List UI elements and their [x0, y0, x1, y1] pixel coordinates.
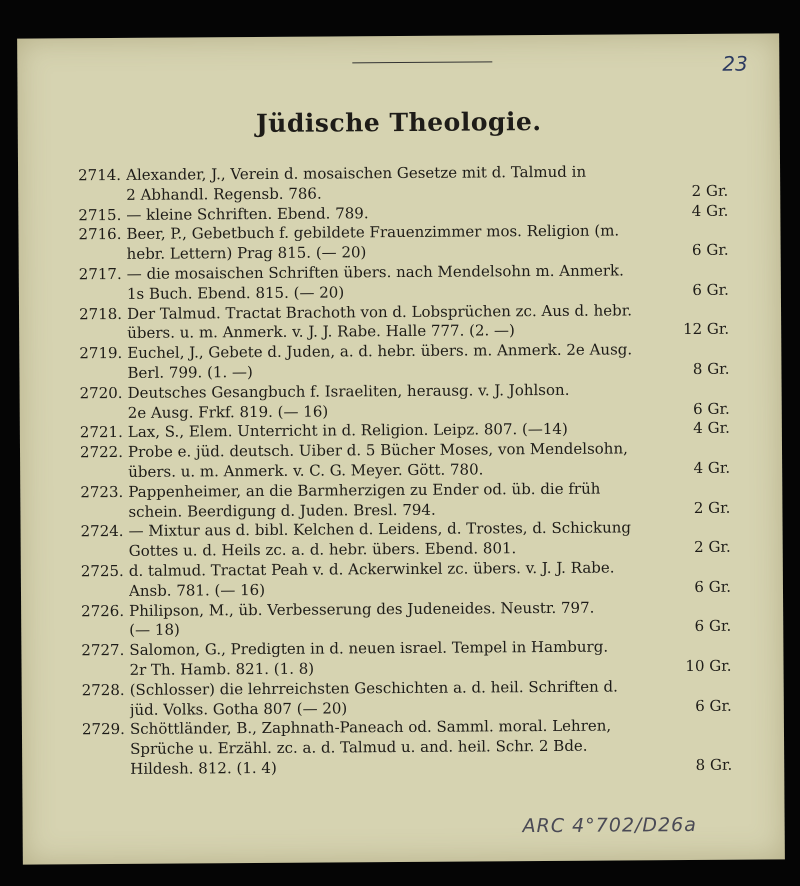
entry-price: 4 Gr. [693, 419, 730, 438]
catalog-entry [79, 300, 729, 344]
entry-list [78, 162, 732, 780]
entry-text-line: Philipson, M., üb. Verbesserung des Judeneides. Neustr. 797. [129, 598, 595, 620]
entry-text-line: Deutsches Gesangbuch f. Israeliten, herausg. v. J. Johlson. [127, 380, 570, 402]
entry-text-line: (Schlosser) die lehrreichsten Geschichten a. d. heil. Schriften d. [129, 677, 618, 699]
catalog-entry [80, 478, 730, 522]
catalog-entry [81, 518, 731, 562]
entry-number: 2722. [79, 443, 124, 462]
entry-price: 6 Gr. [692, 280, 729, 299]
entry-text-line: hebr. Lettern) Prag 815. (— 20) [126, 243, 367, 264]
entry-text-line: 2e Ausg. Frkf. 819. (— 16) [127, 402, 329, 422]
entry-price: 4 Gr. [693, 458, 731, 477]
entry-number: 2717. [78, 264, 122, 284]
entry-text-line: Alexander, J., Verein d. mosaischen Gesetze mit d. Talmud in [126, 162, 587, 184]
entry-number: 2715. [78, 205, 122, 224]
entry-text-line: (— 18) [129, 620, 180, 640]
entry-price: 12 Gr. [682, 320, 730, 339]
entry-text-line: Der Talmud. Tractat Brachoth von d. Lobsprüchen zc. Aus d. hebr. [126, 300, 633, 323]
call-number: ARC 4°702/D26a [522, 813, 697, 838]
entry-text-line: Salomon, G., Predigten in d. neuen israel. Tempel in Hamburg. [129, 637, 609, 660]
catalog-entry [79, 340, 729, 384]
entry-price: 6 Gr. [694, 617, 732, 636]
entry-text-line: Euchel, J., Gebete d. Juden, a. d. hebr. übers. m. Anmerk. 2e Ausg. [127, 340, 633, 363]
entry-number: 2721. [79, 423, 123, 442]
entry-price: 2 Gr. [693, 498, 731, 517]
catalog-entry [79, 261, 729, 305]
entry-number: 2728. [81, 680, 125, 699]
entry-text-line: 2r Th. Hamb. 821. (1. 8) [129, 659, 315, 679]
page-title: Jüdische Theologie. [255, 107, 542, 139]
entry-number: 2725. [80, 561, 124, 581]
entry-price: 8 Gr. [692, 359, 730, 378]
catalog-entry [78, 162, 728, 206]
entry-text-line: Pappenheimer, an die Barmherzigen zu Ender od. üb. die früh [128, 479, 601, 501]
entry-text-line: Berl. 799. (1. —) [127, 363, 253, 382]
entry-price: 8 Gr. [695, 755, 733, 774]
catalog-entry [80, 379, 730, 423]
entry-text-line: übers. u. m. Anmerk. v. J. J. Rabe. Halle 777. (2. —) [127, 321, 515, 343]
entry-price: 6 Gr. [695, 696, 732, 715]
entry-last-line [130, 756, 732, 780]
page-number: 23 [722, 51, 748, 76]
entry-text-line: jüd. Volks. Gotha 807 (— 20) [129, 698, 348, 719]
entry-number: 2727. [81, 641, 125, 660]
catalog-page [17, 33, 785, 864]
entry-number: 2714. [78, 165, 122, 185]
entry-text-line: Sprüche u. Erzähl. zc. a. d. Talmud u. and. heil. Schr. 2 Bde. [130, 736, 588, 759]
entry-number: 2726. [81, 601, 125, 620]
entry-number: 2724. [80, 522, 124, 541]
catalog-entry [81, 597, 731, 641]
entry-number: 2719. [79, 344, 123, 363]
entry-price: 2 Gr. [694, 537, 731, 557]
entry-text-line: 1s Buch. Ebend. 815. (— 20) [126, 283, 345, 303]
entry-number: 2716. [78, 225, 122, 244]
entry-number: 2723. [80, 482, 124, 501]
catalog-entry [78, 221, 728, 265]
entry-price: 2 Gr. [691, 181, 729, 200]
entry-price: 6 Gr. [691, 240, 729, 260]
catalog-entry [80, 439, 730, 483]
entry-text-line: Schöttländer, B., Zaphnath-Paneach od. Samml. moral. Lehren, [129, 716, 612, 739]
entry-text-line: Ansb. 781. (— 16) [128, 580, 266, 600]
entry-text-line: d. talmud. Tractat Peah v. d. Ackerwinkel zc. übers. v. J. J. Rabe. [128, 558, 615, 580]
catalog-entry [81, 637, 731, 681]
catalog-entry [82, 676, 732, 720]
entry-price: 6 Gr. [693, 399, 730, 418]
entry-text-line: Hildesh. 812. (1. 4) [130, 758, 277, 778]
entry-text-line: Gottes u. d. Heils zc. a. d. hebr. übers. Ebend. 801. [128, 539, 517, 561]
top-rule [352, 61, 492, 63]
entry-text-line: — kleine Schriften. Ebend. 789. [126, 203, 369, 224]
entry-text-line: — Mixtur aus d. bibl. Kelchen d. Leidens, d. Trostes, d. Schickung [128, 518, 632, 541]
entry-price: 6 Gr. [694, 577, 732, 596]
entry-number: 2718. [78, 304, 123, 323]
entry-text-line: — die mosaischen Schriften übers. nach Mendelsohn m. Anmerk. [126, 261, 624, 283]
entry-text-line: schein. Beerdigung d. Juden. Bresl. 794. [128, 500, 436, 521]
catalog-entry [81, 558, 731, 602]
entry-text-line: 2 Abhandl. Regensb. 786. [126, 184, 322, 204]
entry-text-line: Lax, S., Elem. Unterricht in d. Religion. Leipz. 807. (—14) [127, 420, 568, 442]
entry-number: 2720. [79, 383, 123, 403]
catalog-entry [82, 716, 732, 780]
entry-number: 2729. [81, 720, 125, 739]
entry-text-line: übers. u. m. Anmerk. v. C. G. Meyer. Gött. 780. [128, 460, 484, 481]
entry-text-line: Probe e. jüd. deutsch. Uiber d. 5 Bücher Moses, von Mendelsohn, [127, 439, 628, 462]
entry-text-line: Beer, P., Gebetbuch f. gebildete Frauenzimmer mos. Religion (m. [126, 221, 620, 244]
entry-price: 10 Gr. [685, 656, 732, 675]
entry-price: 4 Gr. [691, 201, 729, 220]
